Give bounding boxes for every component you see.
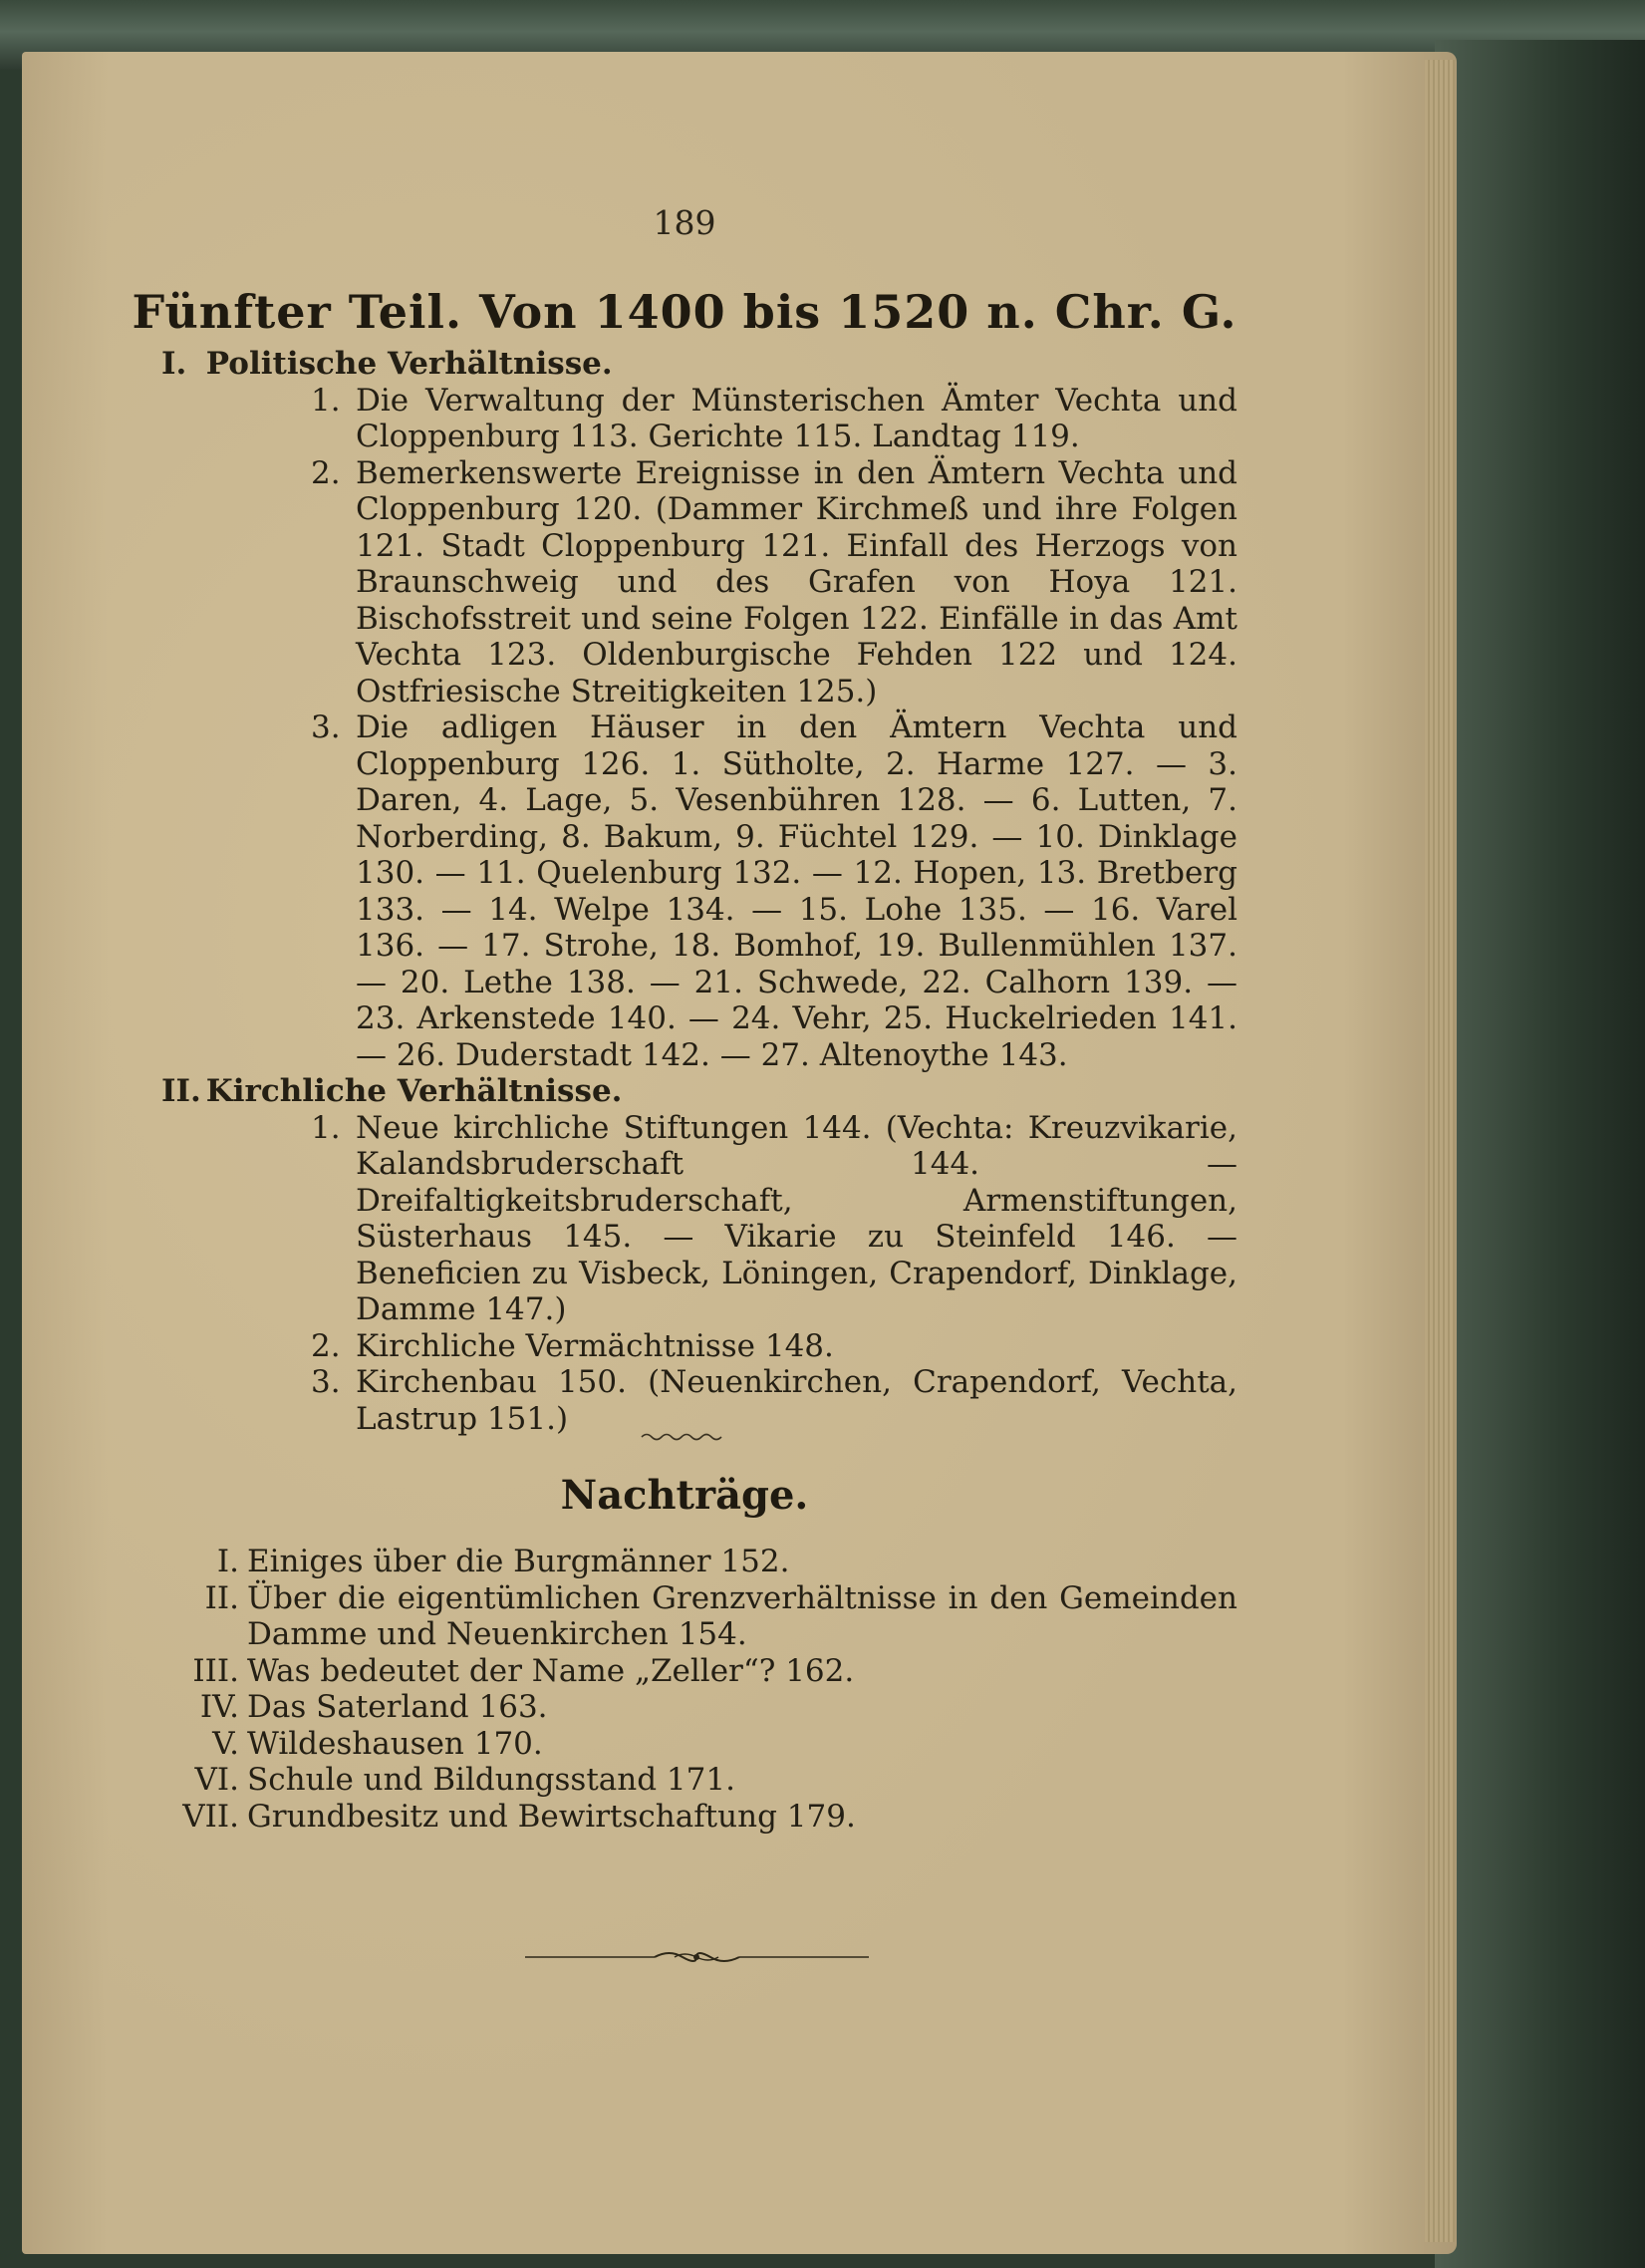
item-number: I. — [216, 1544, 239, 1579]
item-number: III. — [192, 1652, 239, 1689]
section-church — [161, 1073, 1237, 1437]
ornament-divider — [525, 1945, 869, 1969]
book-page — [22, 52, 1457, 2254]
item-text: Schule und Bildungsstand 171. — [247, 1762, 735, 1798]
item-text: Die Verwaltung der Münsterischen Ämter Vechta und Cloppenburg 113. Gerichte 115. Landtag 119. — [356, 382, 1237, 454]
list-item — [161, 383, 1237, 455]
item-text: Die adligen Häuser in den Ämtern Vechta und Cloppenburg 126. 1. Sütholte, 2. Harme 127. — 3. Daren, 4. Lage, 5. Vesenbühren 128. — 6. Lutten, 7. Norberding, 8. Bakum, 9. Füchtel 129. — 10. Dinklage 130. — 11. Quelenburg 132. — 12. Hopen, 13. Bretberg 133. — 14. Welpe 134. — 15. Lohe 135. — 16. Varel 136. — 17. Strohe, 18. Bomhof, 19. Bullenmühlen 137. — 20. Lethe 138. — 21. Schwede, 22. Calhorn 139. — 23. Arkenstede 140. — 24. Vehr, 25. Huckelrieden 141. — 26. Duderstadt 142. — 27. Altenoythe 143. — [356, 709, 1237, 1073]
list-item — [141, 1762, 1237, 1799]
list-item — [141, 1580, 1237, 1653]
item-text: Das Saterland 163. — [247, 1689, 548, 1725]
wavy-divider — [640, 1432, 723, 1442]
item-number: VI. — [194, 1762, 239, 1798]
item-text: Grundbesitz und Bewirtschaftung 179. — [247, 1798, 856, 1835]
item-text: Kirchenbau 150. (Neuenkirchen, Crapendorf, Vechta, Lastrup 151.) — [356, 1364, 1237, 1437]
item-text: Über die eigentümlichen Grenzverhältnisse in den Gemeinden Damme und Neuenkirchen 154. — [247, 1579, 1237, 1652]
page-edges — [1425, 60, 1455, 2242]
book-cover-spine — [1435, 40, 1645, 2268]
section-title-text: Politische Verhältnisse. — [205, 346, 613, 382]
section-number: II. — [161, 1073, 201, 1109]
item-number: 2. — [311, 1327, 341, 1364]
item-number: 3. — [311, 1364, 341, 1400]
item-number: IV. — [199, 1689, 239, 1725]
item-number: 1. — [311, 1109, 341, 1146]
section-title-text: Kirchliche Verhältnisse. — [205, 1073, 623, 1109]
list-item — [161, 709, 1237, 1073]
item-number: 1. — [311, 382, 341, 419]
table-of-contents — [161, 346, 1237, 1437]
section-title — [161, 346, 1237, 383]
supplements-list — [141, 1544, 1237, 1835]
list-item — [141, 1653, 1237, 1690]
item-text: Bemerkenswerte Ereignisse in den Ämtern Vechta und Cloppenburg 120. (Dammer Kirchmeß und ihre Folgen 121. Stadt Cloppenburg 121. Einfall des Herzogs von Braunschweig und des Grafen von Hoya 121. Bischofsstreit und seine Folgen 122. Einfälle in das Amt Vechta 123. Oldenburgische Fehden 122 und 124. Ostfriesische Streitigkeiten 125.) — [356, 454, 1237, 709]
chapter-heading: Fünfter Teil. Von 1400 bis 1520 n. Chr. G. — [132, 285, 1237, 339]
supplements-title: Nachträge. — [560, 1472, 809, 1519]
item-text: Neue kirchliche Stiftungen 144. (Vechta: Kreuzvikarie, Kalandsbruderschaft 144. — Dreifaltigkeitsbruderschaft, Armenstiftungen, Süsterhaus 145. — Vikarie zu Steinfeld 146. — Beneficien zu Visbeck, Löningen, Crapendorf, Dinklage, Damme 147.) — [356, 1109, 1237, 1327]
item-number: V. — [212, 1725, 239, 1762]
item-text: Einiges über die Burgmänner 152. — [247, 1544, 790, 1579]
list-item — [141, 1799, 1237, 1836]
section-political — [161, 346, 1237, 1073]
page-number: 189 — [653, 203, 716, 242]
section-number: I. — [161, 346, 187, 382]
item-text: Wildeshausen 170. — [247, 1725, 543, 1762]
list-item — [161, 455, 1237, 710]
section-title — [161, 1073, 1237, 1110]
item-number: II. — [204, 1579, 239, 1616]
item-text: Was bedeutet der Name „Zeller“? 162. — [247, 1652, 855, 1689]
item-number: 2. — [311, 454, 341, 491]
list-item — [141, 1689, 1237, 1726]
list-item — [141, 1544, 1237, 1580]
list-item — [161, 1364, 1237, 1437]
item-number: VII. — [182, 1798, 239, 1835]
item-number: 3. — [311, 709, 341, 745]
list-item — [161, 1110, 1237, 1328]
list-item — [141, 1726, 1237, 1763]
item-text: Kirchliche Vermächtnisse 148. — [356, 1327, 834, 1364]
list-item — [161, 1328, 1237, 1365]
